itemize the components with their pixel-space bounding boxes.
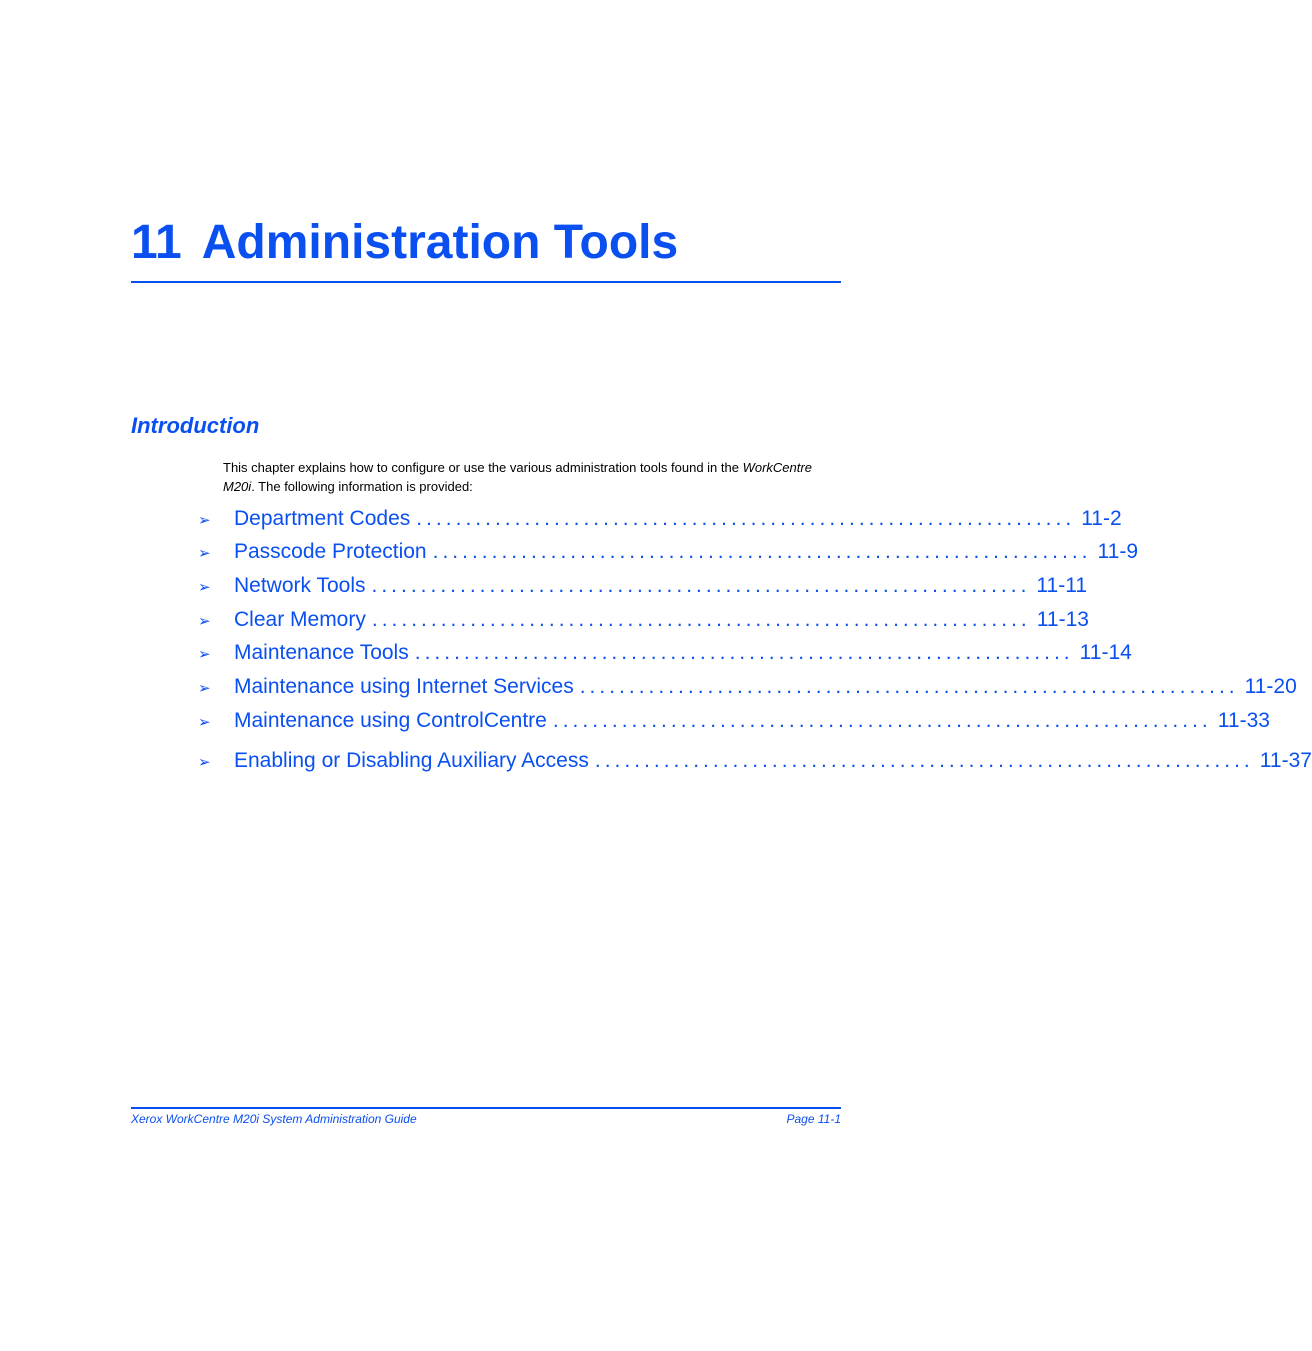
toc-link-label: Enabling or Disabling Auxiliary Access <box>234 749 589 772</box>
toc-link-label: Department Codes <box>234 507 411 530</box>
chapter-title-text: Administration Tools <box>201 216 679 269</box>
toc-link-maintenance-tools[interactable] <box>198 638 1132 668</box>
toc-dot-leader: ................................................................... <box>579 675 1239 698</box>
section-heading: Introduction <box>131 413 260 438</box>
intro-paragraph <box>223 458 823 496</box>
toc-page-number: 11-37 <box>1259 749 1312 772</box>
arrow-bullet-icon: ➢ <box>198 754 211 771</box>
toc-link-maintenance-internet-services[interactable] <box>198 672 1297 702</box>
arrow-bullet-icon: ➢ <box>198 579 211 596</box>
toc-page-number: 11-11 <box>1036 574 1088 597</box>
toc-dot-leader: ................................................................... <box>371 608 1031 631</box>
toc-link-network-tools[interactable] <box>198 571 1088 601</box>
title-divider <box>131 281 841 283</box>
footer-divider <box>131 1107 841 1109</box>
arrow-bullet-icon: ➢ <box>198 613 211 630</box>
arrow-bullet-icon: ➢ <box>198 646 211 663</box>
toc-link-maintenance-controlcentre[interactable] <box>198 706 1270 736</box>
toc-link-label: Maintenance using ControlCentre <box>234 709 547 732</box>
toc-dot-leader: ................................................................... <box>552 709 1212 732</box>
arrow-bullet-icon: ➢ <box>198 512 211 529</box>
toc-page-number: 11-13 <box>1036 608 1089 631</box>
toc-page-number: 11-2 <box>1081 507 1122 530</box>
toc-link-label: Network Tools <box>234 574 366 597</box>
toc-link-label: Clear Memory <box>234 608 366 631</box>
intro-product-name: WorkCentre M20i <box>223 460 812 494</box>
arrow-bullet-icon: ➢ <box>198 545 211 562</box>
toc-page-number: 11-9 <box>1097 540 1139 563</box>
toc-dot-leader: ................................................................... <box>416 507 1076 530</box>
toc-dot-leader: ................................................................... <box>371 574 1031 597</box>
toc-page-number: 11-33 <box>1217 709 1270 732</box>
toc-page-number: 11-20 <box>1244 675 1297 698</box>
toc-page-number: 11-14 <box>1079 641 1132 664</box>
intro-text-end: . The following information is provided: <box>251 479 473 494</box>
toc-dot-leader: ................................................................... <box>594 749 1254 772</box>
toc-link-label: Maintenance Tools <box>234 641 409 664</box>
toc-link-department-codes[interactable] <box>198 504 1122 534</box>
footer-page-number: Page 11-1 <box>786 1112 841 1126</box>
chapter-number: 11 <box>131 216 182 269</box>
toc-link-label: Passcode Protection <box>234 540 427 563</box>
arrow-bullet-icon: ➢ <box>198 714 211 731</box>
intro-text-start: This chapter explains how to configure or use the various administration tools found in the <box>223 460 743 475</box>
footer-document-title: Xerox WorkCentre M20i System Administration Guide <box>131 1112 417 1126</box>
chapter-title <box>131 214 678 272</box>
toc-link-label: Maintenance using Internet Services <box>234 675 574 698</box>
toc-dot-leader: ................................................................... <box>432 540 1092 563</box>
toc-link-auxiliary-access[interactable] <box>198 746 1312 776</box>
arrow-bullet-icon: ➢ <box>198 680 211 697</box>
toc-link-clear-memory[interactable] <box>198 605 1089 635</box>
toc-link-passcode-protection[interactable] <box>198 537 1139 567</box>
toc-dot-leader: ................................................................... <box>414 641 1074 664</box>
